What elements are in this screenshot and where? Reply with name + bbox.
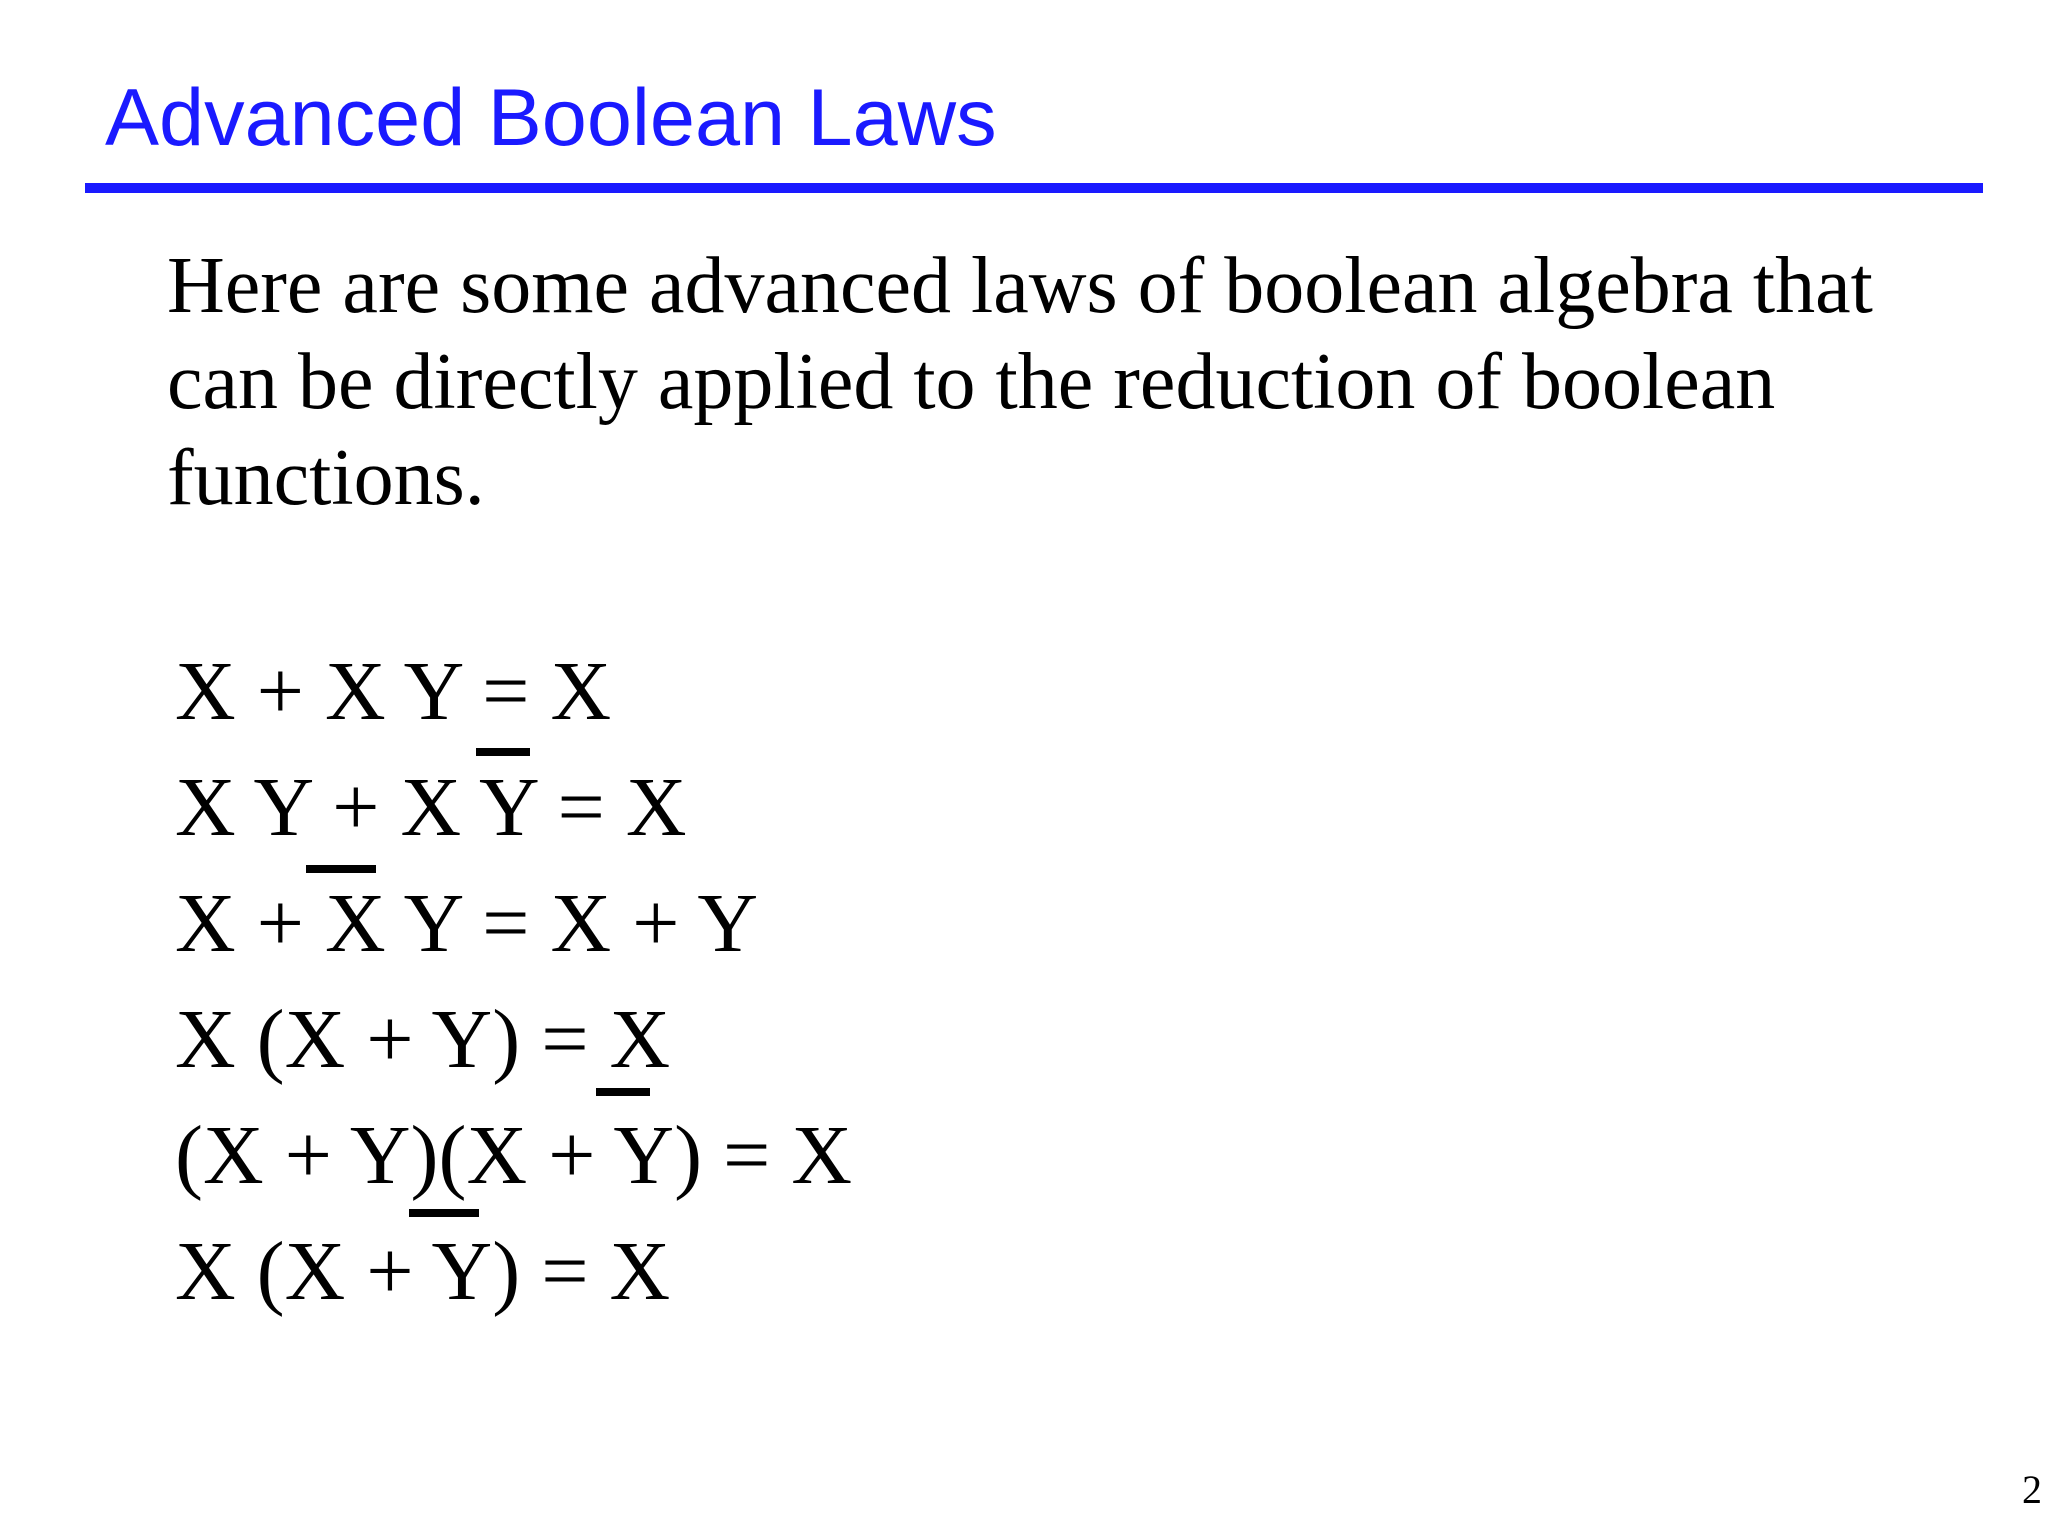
law-simplification: X + X Y = X + Y	[175, 877, 759, 970]
title-underline	[85, 183, 1983, 193]
overbar-law6-y	[409, 1209, 479, 1217]
intro-paragraph: Here are some advanced laws of boolean algebra that can be directly applied to the reduction of boolean functions.	[167, 242, 1873, 522]
slide-title: Advanced Boolean Laws	[105, 73, 997, 163]
law-product-complement: X (X + Y) = X	[175, 1225, 671, 1318]
overbar-law5-y	[596, 1088, 650, 1096]
law-adjacency-dual: (X + Y)(X + Y) = X	[175, 1109, 853, 1202]
law-absorption: X + X Y = X	[175, 645, 612, 738]
overbar-law3-x	[306, 865, 376, 873]
overbar-law2-y	[476, 748, 530, 756]
law-absorption-dual: X (X + Y) = X	[175, 993, 671, 1086]
law-adjacency: X Y + X Y = X	[175, 761, 687, 854]
page-number: 2	[2022, 1467, 2042, 1512]
